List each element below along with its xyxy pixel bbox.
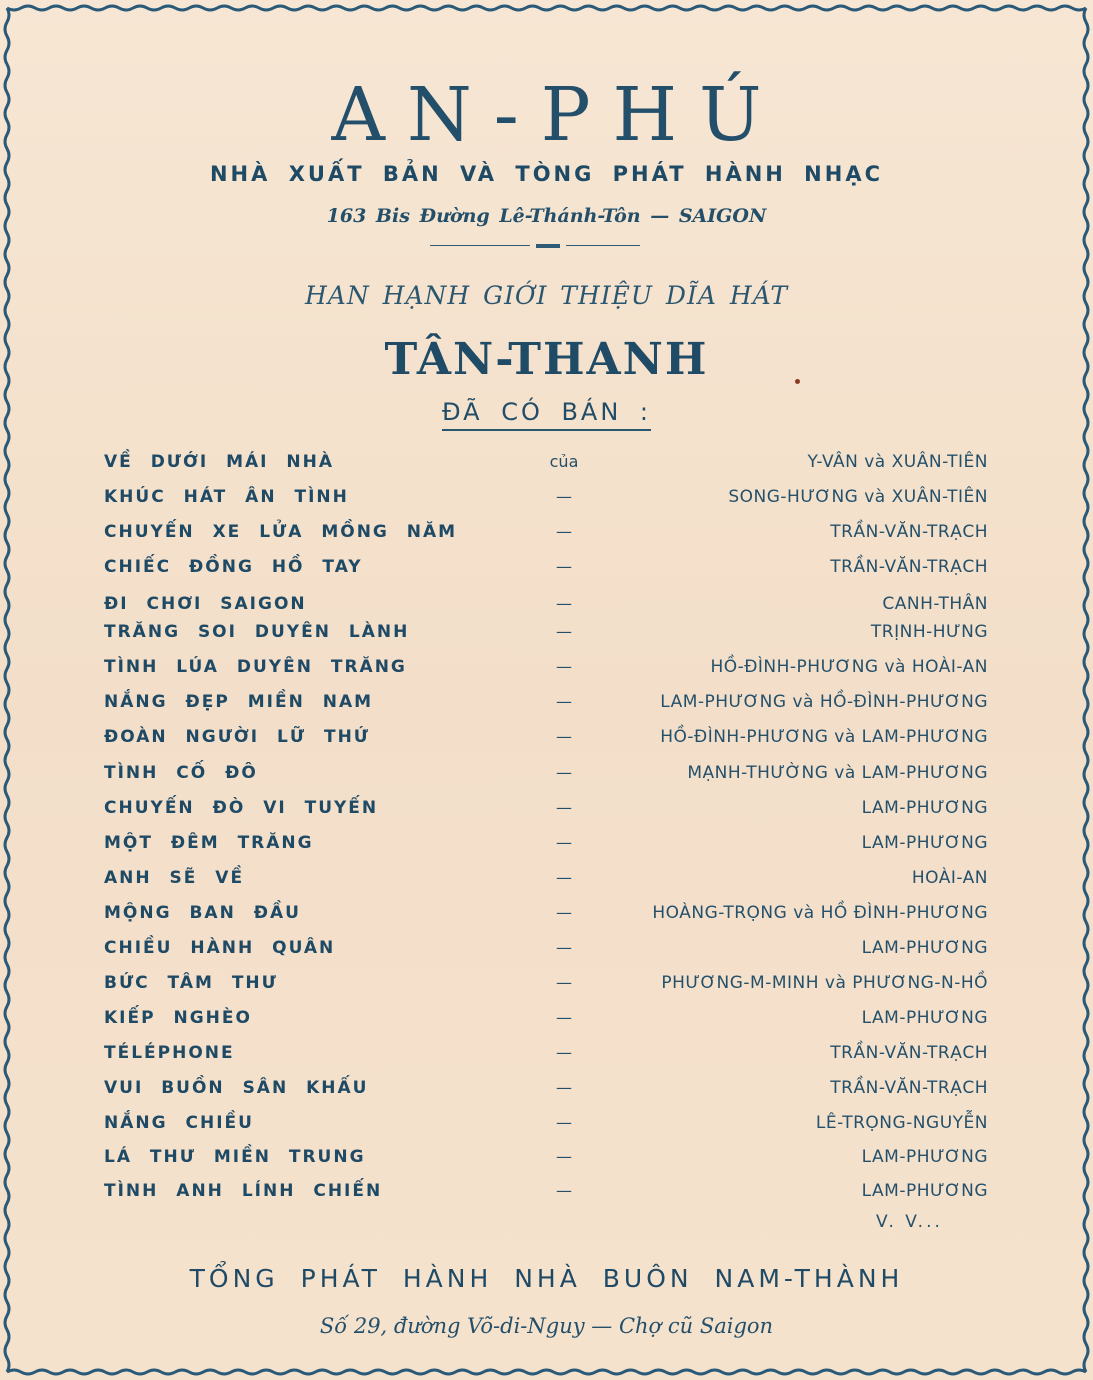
song-title: BỨC TÂM THƯ <box>104 973 278 993</box>
song-title: ANH SẼ VỀ <box>104 868 245 888</box>
song-composer: TRẦN-VĂN-TRẠCH <box>830 522 988 542</box>
song-row <box>104 1142 988 1172</box>
song-composer: TRẦN-VĂN-TRẠCH <box>830 1043 988 1063</box>
song-separator: — <box>556 973 572 992</box>
song-title: VỀ DƯỚI MÁI NHÀ <box>104 452 335 472</box>
song-row <box>104 617 988 647</box>
song-title: LÁ THƯ MIỀN TRUNG <box>104 1147 366 1167</box>
song-row <box>104 1073 988 1103</box>
song-separator: — <box>556 763 572 782</box>
distributor-name: TỔNG PHÁT HÀNH NHÀ BUÔN NAM-THÀNH <box>189 1264 904 1293</box>
song-row <box>104 793 988 823</box>
song-separator: — <box>556 798 572 817</box>
song-title: TÉLÉPHONE <box>104 1043 235 1063</box>
song-composer: HOÀI-AN <box>911 868 988 888</box>
song-composer: LAM-PHƯƠNG <box>861 833 988 853</box>
song-separator: — <box>556 727 572 746</box>
song-composer: Y-VÂN và XUÂN-TIÊN <box>807 452 988 472</box>
song-separator: — <box>556 1181 572 1200</box>
song-separator: — <box>556 522 572 541</box>
song-row <box>104 828 988 858</box>
song-title: NẮNG ĐẸP MIỀN NAM <box>104 692 374 712</box>
song-composer: HỒ-ĐÌNH-PHƯƠNG và HOÀI-AN <box>710 657 988 677</box>
song-composer: LAM-PHƯƠNG <box>861 798 988 818</box>
song-separator: của <box>549 452 579 471</box>
song-title: CHUYẾN ĐÒ VI TUYẾN <box>104 798 379 818</box>
song-title: VUI BUỒN SÂN KHẤU <box>104 1078 369 1098</box>
intro-heading: HAN HẠNH GIỚI THIỆU DĨA HÁT <box>304 281 789 310</box>
song-row <box>104 552 988 582</box>
publisher-subtitle: NHÀ XUẤT BẢN VÀ TÒNG PHÁT HÀNH NHẠC <box>209 162 883 186</box>
song-separator: — <box>556 1078 572 1097</box>
song-separator: — <box>556 1147 572 1166</box>
song-title: ĐOÀN NGƯỜI LỮ THỨ <box>104 727 370 747</box>
song-composer: LAM-PHƯƠNG <box>861 1147 988 1167</box>
song-separator: — <box>556 657 572 676</box>
song-separator: — <box>556 594 572 613</box>
song-composer: LAM-PHƯƠNG <box>861 1181 988 1201</box>
song-composer: TRẦN-VĂN-TRẠCH <box>830 1078 988 1098</box>
paper-speck <box>795 379 800 384</box>
song-row <box>104 482 988 512</box>
song-title: MỘT ĐÊM TRĂNG <box>104 833 314 853</box>
song-composer: TRẦN-VĂN-TRẠCH <box>830 557 988 577</box>
song-title: MỘNG BAN ĐẦU <box>104 903 301 923</box>
song-title: KHÚC HÁT ÂN TÌNH <box>104 487 349 507</box>
song-separator: — <box>556 557 572 576</box>
song-row <box>104 722 988 752</box>
song-composer: HOÀNG-TRỌNG và HỒ ĐÌNH-PHƯƠNG <box>652 903 988 923</box>
song-row <box>104 1108 988 1138</box>
song-separator: — <box>556 868 572 887</box>
song-row <box>104 898 988 928</box>
song-title: NẮNG CHIỀU <box>104 1113 254 1133</box>
song-row <box>104 968 988 998</box>
song-composer: SONG-HƯƠNG và XUÂN-TIÊN <box>728 487 988 507</box>
divider-rules <box>0 245 1093 249</box>
song-separator: — <box>556 1043 572 1062</box>
song-row <box>104 687 988 717</box>
song-title: CHUYẾN XE LỬA MỒNG NĂM <box>104 522 458 542</box>
song-row <box>104 589 988 619</box>
song-composer: LÊ-TRỌNG-NGUYỄN <box>815 1113 988 1133</box>
song-title: ĐI CHƠI SAIGON <box>104 594 307 614</box>
song-separator: — <box>556 833 572 852</box>
song-composer: LAM-PHƯƠNG và HỒ-ĐÌNH-PHƯƠNG <box>660 692 988 712</box>
song-title: TÌNH ANH LÍNH CHIẾN <box>104 1181 383 1201</box>
song-row <box>104 517 988 547</box>
song-row <box>104 447 988 477</box>
song-composer: TRỊNH-HƯNG <box>870 622 988 642</box>
song-composer: CANH-THÂN <box>882 594 988 614</box>
song-title: TÌNH CỐ ĐÔ <box>104 763 258 783</box>
song-composer: MẠNH-THƯỜNG và LAM-PHƯƠNG <box>687 763 988 783</box>
song-composer: PHƯƠNG-M-MINH và PHƯƠNG-N-HỒ <box>661 973 988 993</box>
song-row <box>104 933 988 963</box>
song-row <box>104 1038 988 1068</box>
song-composer: LAM-PHƯƠNG <box>861 1008 988 1028</box>
record-label-title: TÂN-THANH <box>384 334 709 385</box>
song-row <box>104 863 988 893</box>
available-heading-wrap <box>0 398 1093 431</box>
song-separator: — <box>556 1113 572 1132</box>
song-title: TRĂNG SOI DUYÊN LÀNH <box>104 622 410 642</box>
song-separator: — <box>556 1008 572 1027</box>
song-row <box>104 1176 988 1206</box>
song-separator: — <box>556 622 572 641</box>
song-separator: — <box>556 903 572 922</box>
etcetera: V. V... <box>876 1212 943 1232</box>
song-title: CHIỀU HÀNH QUÂN <box>104 938 336 958</box>
song-composer: LAM-PHƯƠNG <box>861 938 988 958</box>
song-separator: — <box>556 487 572 506</box>
song-row <box>104 1003 988 1033</box>
song-title: CHIẾC ĐỒNG HỒ TAY <box>104 557 363 577</box>
song-separator: — <box>556 692 572 711</box>
song-title: KIẾP NGHÈO <box>104 1008 252 1028</box>
available-heading: ĐÃ CÓ BÁN : <box>442 398 651 431</box>
song-separator: — <box>556 938 572 957</box>
song-title: TÌNH LÚA DUYÊN TRĂNG <box>104 657 407 677</box>
song-composer: HỒ-ĐÌNH-PHƯƠNG và LAM-PHƯƠNG <box>660 727 988 747</box>
distributor-address: Số 29, đường Võ-di-Nguy — Chợ cũ Saigon <box>319 1314 774 1338</box>
song-row <box>104 758 988 788</box>
publisher-address: 163 Bis Đường Lê-Thánh-Tôn — SAIGON <box>326 205 767 227</box>
publisher-name: AN-PHÚ <box>331 72 784 158</box>
song-row <box>104 652 988 682</box>
